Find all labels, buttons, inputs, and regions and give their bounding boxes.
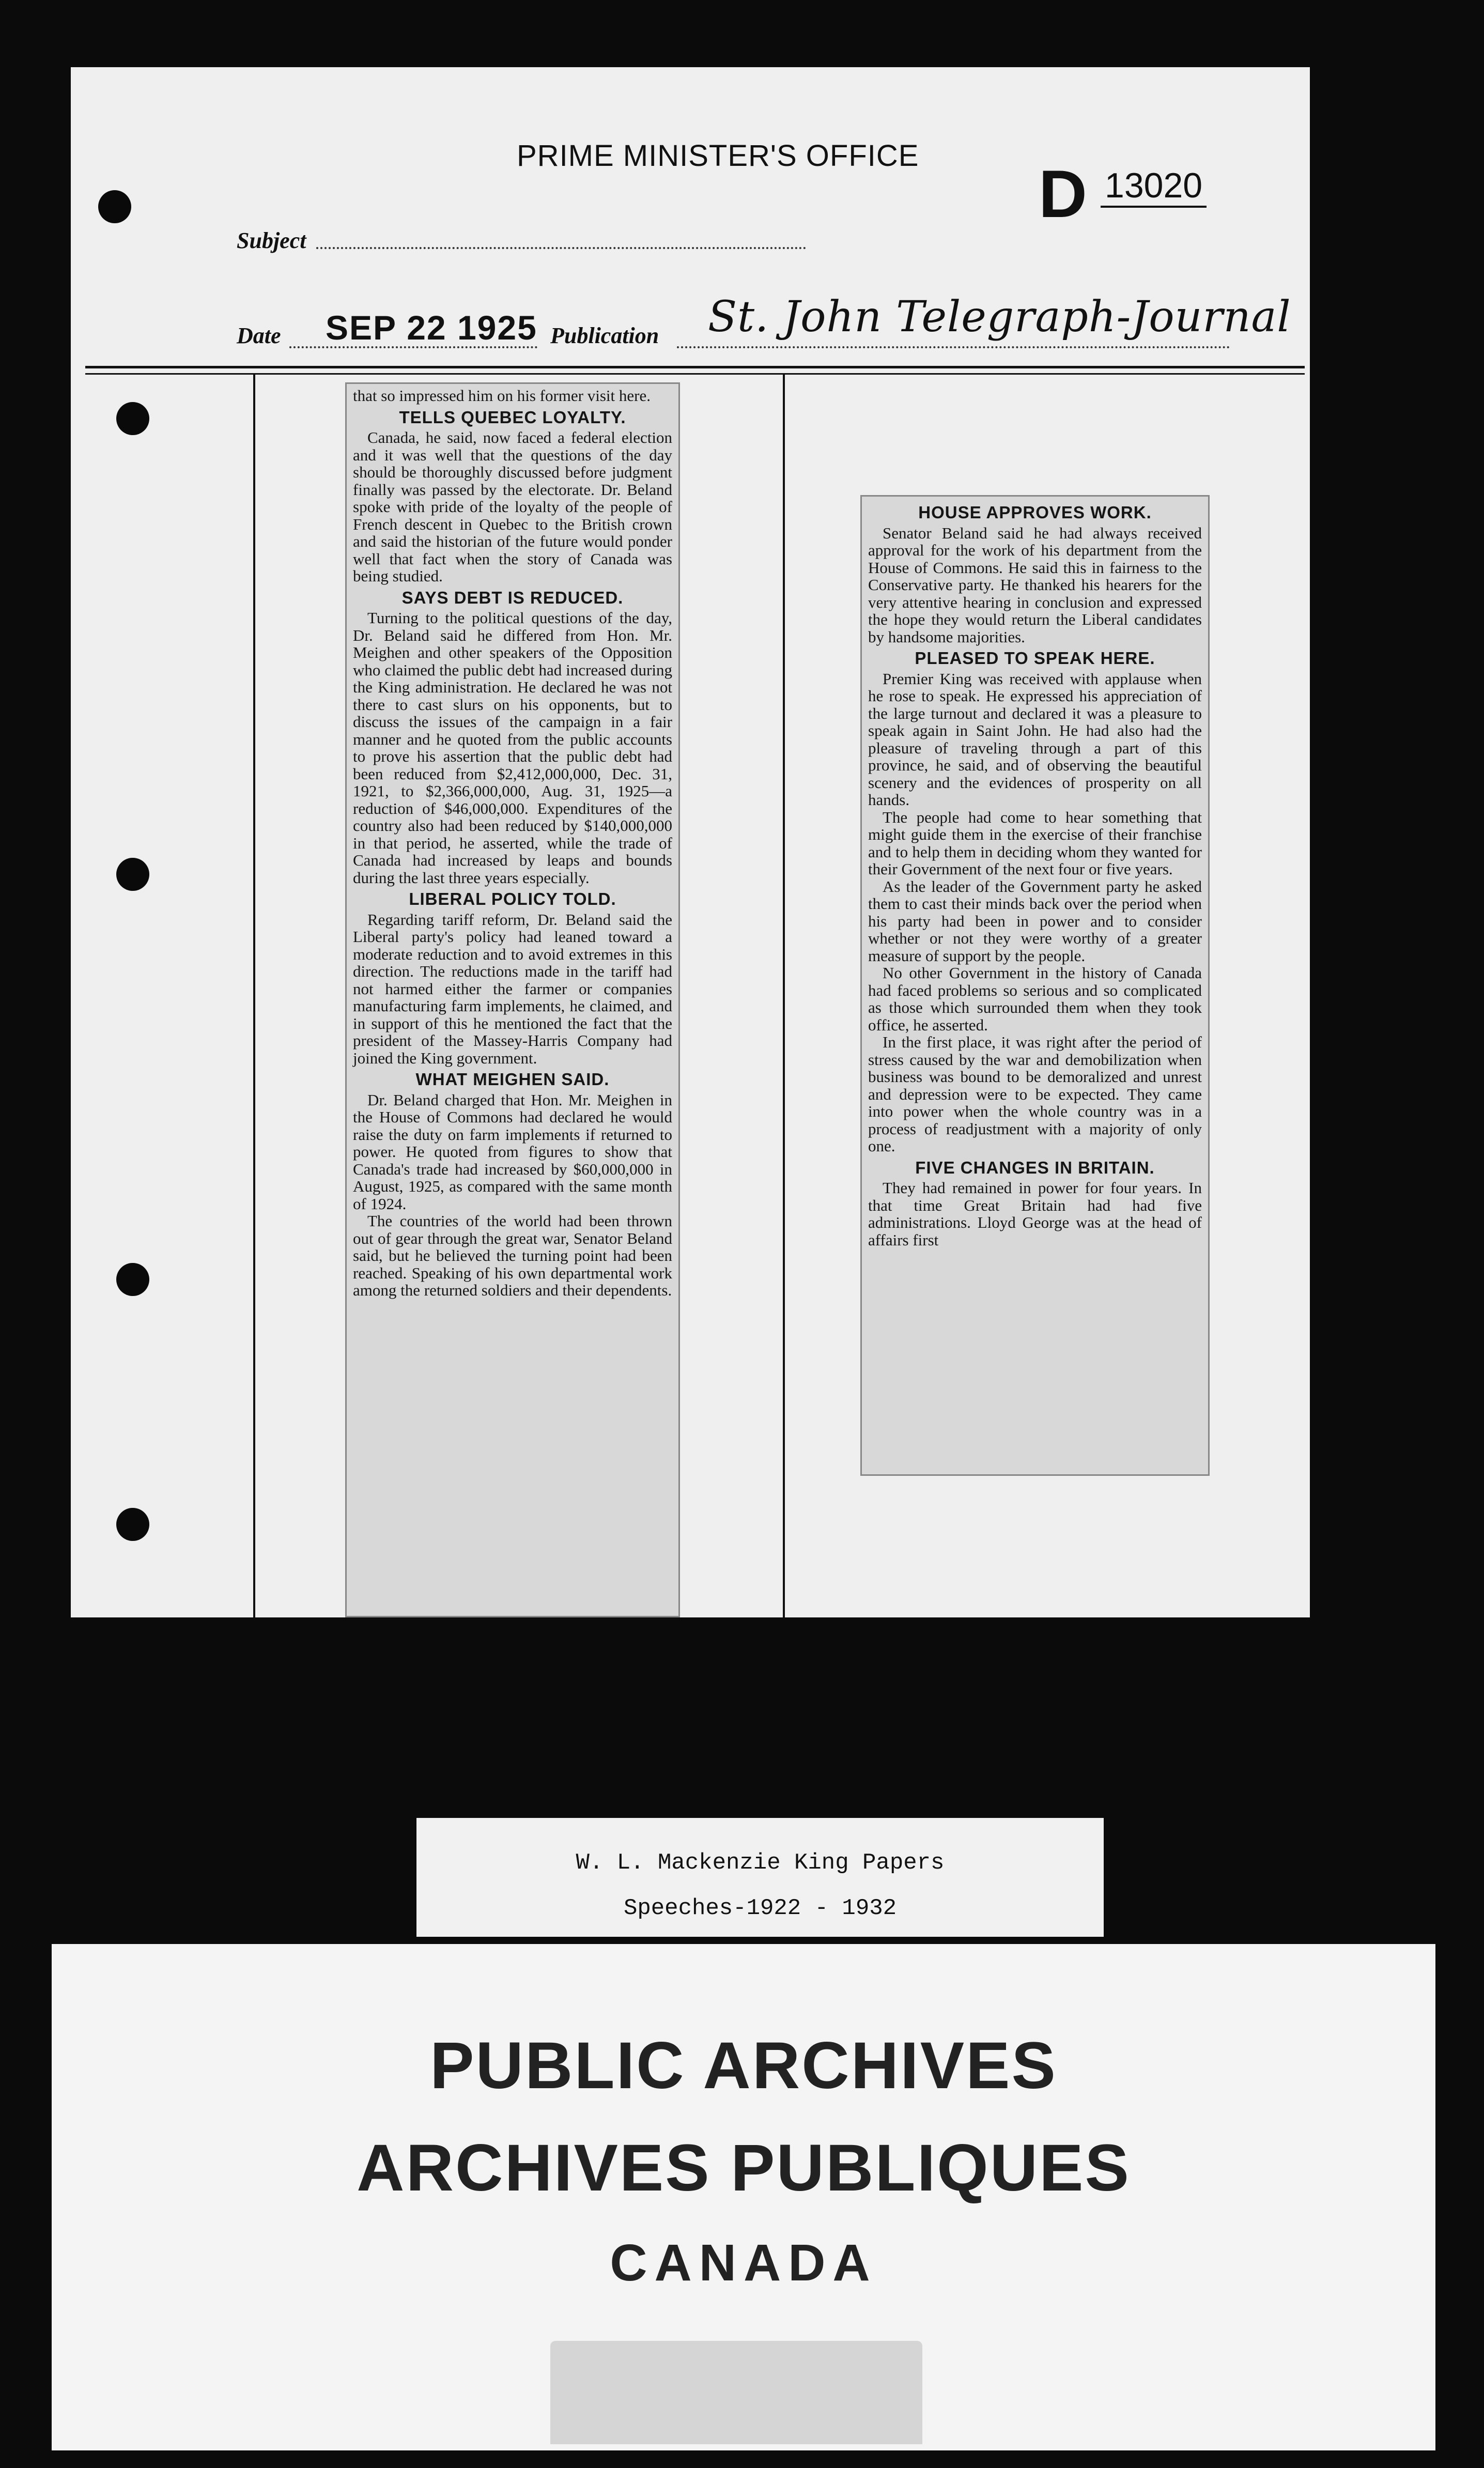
archives-country: CANADA: [610, 2234, 877, 2292]
section-paragraph: The countries of the world had been thrown out of gear through the great war, Senator Beland said, but he believed the turning point had been reached. Speaking of his own departmental work among the returned soldiers and their dependents.: [353, 1212, 672, 1299]
archive-index-card: [416, 1818, 1104, 1937]
section-heading: SAYS DEBT IS REDUCED.: [401, 588, 624, 607]
section-paragraph: In the first place, it was right after the period of stress caused by the war and demobilization when business was bound to be demoralized and unrest and depression were to be expected. They came into power when the whole country was in a process of readjustment with a majority of only one.: [868, 1033, 1202, 1155]
archives-title-en: PUBLIC ARCHIVES: [430, 2029, 1057, 2103]
clipping-intro: that so impressed him on his former visit here.: [353, 387, 651, 405]
section-paragraph: Canada, he said, now faced a federal election and it was well that the questions of the day should be thoroughly discussed before judgment finally was passed by the electorate. Dr. Beland spoke with pride of the loyalty of the people of French descent in Quebec to the British crown and said the historian of the future would ponder well that fact when the story of Canada was being studied.: [353, 428, 672, 585]
date-stamp: SEP 22 1925: [326, 308, 537, 347]
section-heading: FIVE CHANGES IN BRITAIN.: [915, 1158, 1155, 1177]
collection-series: Speeches-1922 - 1932: [623, 1895, 897, 1921]
publication-handwritten: St. John Telegraph-Journal: [708, 292, 1291, 342]
column-rule: [783, 375, 785, 1617]
header-rule: [85, 373, 1305, 375]
section-paragraph: Dr. Beland charged that Hon. Mr. Meighen in the House of Commons had declared he would raise the duty on farm implements if returned to power. He quoted from figures to show that Canada's trade had increased by $60,000,000 in August, 1925, as compared with the same month of 1924.: [353, 1090, 672, 1213]
punch-hole: [98, 190, 131, 223]
section-paragraph: Premier King was received with applause when he rose to speak. He expressed his appreciation of the large turnout and declared it was a pleasure to speak again in Saint John. He had also had the pleasure of traveling through a part of this province, he said, and of observing the beautiful scenery and the evidences of prosperity on all hands.: [868, 669, 1202, 809]
section-heading: PLEASED TO SPEAK HERE.: [915, 649, 1155, 668]
publication-line: [677, 346, 1230, 348]
section-paragraph: Regarding tariff reform, Dr. Beland said the Liberal party's policy had leaned toward a moderate reduction and to avoid extremes in this direction. The reductions made in the tariff had not harmed either the farmer or companies manufacturing farm implements, he claimed, and in support of this he mentioned the fact that the president of the Massey-Harris Company had joined the King government.: [353, 910, 672, 1067]
newspaper-clipping-left: [345, 382, 680, 1617]
subject-line: [316, 247, 806, 249]
section-paragraph: As the leader of the Government party he asked them to cast their minds back over the period when his party had been in power and to consider whether or not they were worthy of a greater measure of support by the people.: [868, 877, 1202, 965]
card-tab: [550, 2341, 922, 2444]
section-heading: LIBERAL POLICY TOLD.: [409, 889, 616, 908]
section-heading: HOUSE APPROVES WORK.: [918, 503, 1152, 522]
section-paragraph: No other Government in the history of Canada had faced problems so serious and so complicated as those which surrounded them when they took office, he asserted.: [868, 964, 1202, 1034]
column-rule: [253, 375, 255, 1617]
date-label: Date: [237, 323, 281, 348]
archives-title-fr: ARCHIVES PUBLIQUES: [357, 2131, 1131, 2205]
header-rule: [85, 366, 1305, 368]
section-paragraph: Turning to the political questions of the day, Dr. Beland said he differed from Hon. Mr. Meighen and other speakers of the Opposition who claimed the public debt had increased during the King administration. He declared he was not there to cast slurs on his opponents, but to discuss the issues of the campaign in a fair manner and he quoted from the public accounts to prove his assertion that the public debt had been reduced from $2,412,000,000, Dec. 31, 1921, to $2,366,000,000, Aug. 31, 1925—a reduction of $46,000,000. Expenditures of the country also had been reduced by $140,000,000 in that period, he asserted, while the trade of Canada had increased by leaps and bounds during the last three years especially.: [353, 609, 672, 887]
file-letter: D: [1039, 156, 1087, 232]
punch-hole: [116, 402, 149, 435]
section-heading: WHAT MEIGHEN SAID.: [415, 1070, 610, 1089]
punch-hole: [116, 1508, 149, 1541]
subject-label: Subject: [237, 228, 306, 253]
section-paragraph: The people had come to hear something that might guide them in the exercise of their franchise and to help them in deciding whom they wanted for their Government of the next four or five years.: [868, 808, 1202, 878]
publication-label: Publication: [550, 323, 659, 348]
file-number: 13020: [1101, 165, 1207, 208]
punch-hole: [116, 858, 149, 891]
section-paragraph: They had remained in power for four years. In that time Great Britain had had five administrations. Lloyd George was at the head of affairs first: [868, 1179, 1202, 1249]
collection-name: W. L. Mackenzie King Papers: [576, 1850, 945, 1876]
newspaper-clipping-right: [860, 495, 1210, 1476]
punch-hole: [116, 1263, 149, 1296]
office-title: PRIME MINISTER'S OFFICE: [517, 139, 919, 173]
section-heading: TELLS QUEBEC LOYALTY.: [399, 407, 626, 427]
section-paragraph: Senator Beland said he had always received approval for the work of his department from the House of Commons. He said this in fairness to the Conservative party. He thanked his hearers for the very attentive hearing in conclusion and expressed the hope they would return the Liberal candidates by handsome majorities.: [868, 523, 1202, 646]
